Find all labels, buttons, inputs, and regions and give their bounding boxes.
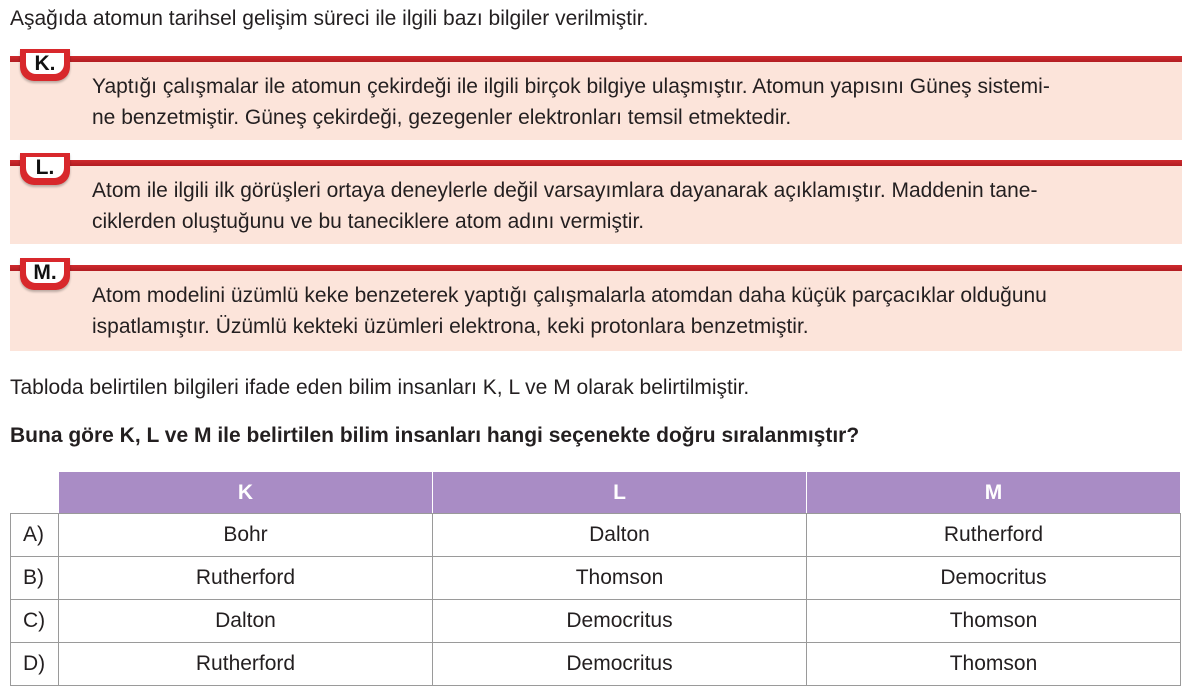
table-cell: Democritus (807, 557, 1181, 600)
statement-line: ispatlamıştır. Üzümlü kekteki üzümleri elektrona, keki protonlara benzetmiştir. (92, 315, 809, 338)
statement-box-k (10, 52, 1182, 140)
label-badge-text: L. (26, 157, 64, 178)
table-row[interactable] (11, 514, 1181, 557)
table-row[interactable] (11, 643, 1181, 686)
label-badge (20, 258, 70, 290)
statement-line: Atom modelini üzümlü keke benzeterek yaptığı çalışmalarla atomdan daha küçük parçacıklar olduğunu (92, 284, 1047, 307)
header-l: L (433, 472, 807, 514)
statement-box-m (10, 261, 1182, 351)
table-row[interactable] (11, 600, 1181, 643)
statement-text (92, 71, 1162, 133)
statement-line: Yaptığı çalışmalar ile atomun çekirdeği ile ilgili birçok bilgiye ulaşmıştır. Atomun yapısını Güneş sistemi- (92, 75, 1050, 98)
table-cell: Thomson (807, 600, 1181, 643)
statement-line: ne benzetmiştir. Güneş çekirdeği, gezegenler elektronları temsil etmektedir. (92, 106, 792, 129)
box-top-rule (10, 56, 1182, 62)
option-label[interactable]: C) (11, 600, 59, 643)
option-label[interactable]: D) (11, 643, 59, 686)
header-m: M (807, 472, 1181, 514)
label-badge-text: K. (26, 53, 64, 74)
table-cell: Bohr (59, 514, 433, 557)
table-cell: Rutherford (59, 643, 433, 686)
question-text: Buna göre K, L ve M ile belirtilen bilim insanları hangi seçenekte doğru sıralanmıştır? (10, 424, 860, 447)
table-cell: Thomson (433, 557, 807, 600)
table-cell: Democritus (433, 600, 807, 643)
statement-text (92, 280, 1162, 342)
box-top-rule (10, 160, 1182, 166)
box-top-rule (10, 265, 1182, 271)
option-label[interactable]: B) (11, 557, 59, 600)
table-cell: Rutherford (59, 557, 433, 600)
answer-table (10, 471, 1181, 686)
intro-text: Aşağıda atomun tarihsel gelişim süreci ile ilgili bazı bilgiler verilmiştir. (10, 7, 649, 30)
statement-line: ciklerden oluştuğunu ve bu taneciklere atom adını vermiştir. (92, 210, 645, 233)
info-text: Tabloda belirtilen bilgileri ifade eden bilim insanları K, L ve M olarak belirtilmiştir. (10, 376, 750, 399)
table-corner-cell (11, 472, 59, 514)
statement-line: Atom ile ilgili ilk görüşleri ortaya deneylerle değil varsayımlara dayanarak açıklamıştır. Maddenin tane- (92, 179, 1038, 202)
label-badge (20, 49, 70, 81)
option-label[interactable]: A) (11, 514, 59, 557)
statement-text (92, 175, 1162, 237)
label-badge-text: M. (26, 262, 64, 283)
table-cell: Rutherford (807, 514, 1181, 557)
header-k: K (59, 472, 433, 514)
table-header-row (11, 472, 1181, 514)
table-cell: Democritus (433, 643, 807, 686)
statement-box-l (10, 156, 1182, 244)
table-cell: Thomson (807, 643, 1181, 686)
table-cell: Dalton (433, 514, 807, 557)
table-cell: Dalton (59, 600, 433, 643)
table-row[interactable] (11, 557, 1181, 600)
label-badge (20, 153, 70, 185)
